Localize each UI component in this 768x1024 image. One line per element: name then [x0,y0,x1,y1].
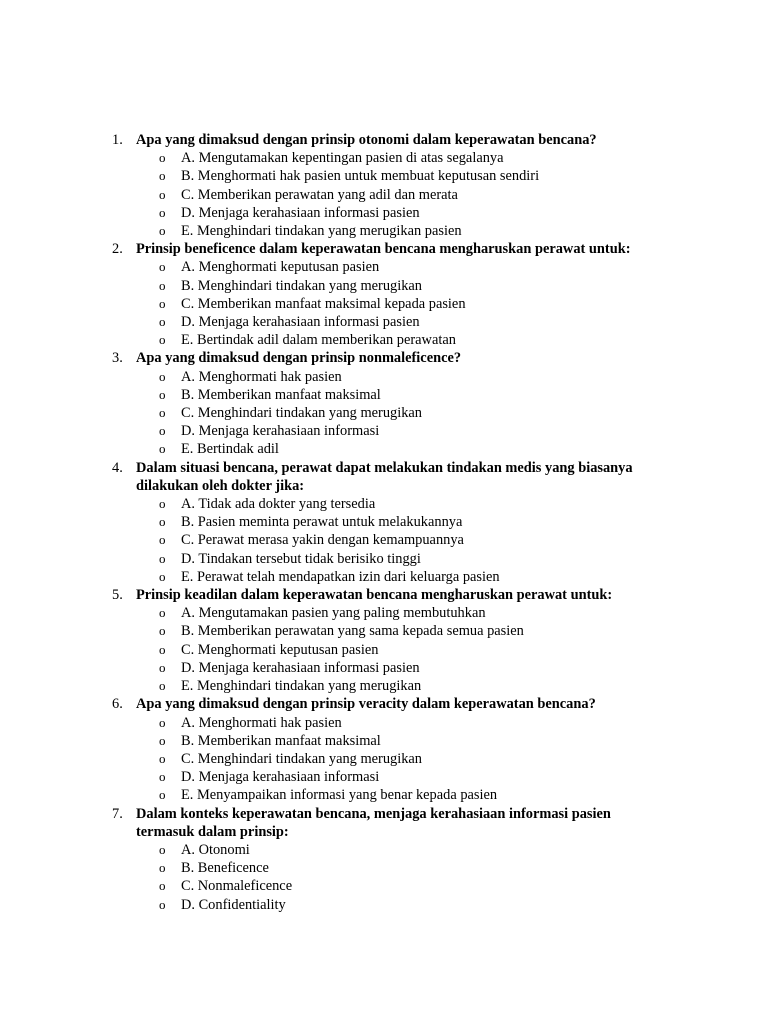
option-text: E. Menyampaikan informasi yang benar kepada pasien [181,787,498,804]
bullet-icon: o [159,277,166,293]
question-item [108,695,668,804]
question-header [108,805,668,841]
option-text: D. Menjaga kerahasiaan informasi pasien [181,314,420,331]
option-list [108,841,668,914]
bullet-icon: o [159,332,166,348]
bullet-icon: o [159,168,166,184]
option-text: C. Memberikan manfaat maksimal kepada pasien [181,295,466,312]
answer-option [108,277,668,295]
answer-option [108,750,668,768]
answer-option [108,786,668,804]
bullet-icon: o [159,659,166,675]
question-number: 3. [112,350,123,367]
option-text: C. Menghormati keputusan pasien [181,641,379,658]
option-text: A. Menghormati hak pasien [181,714,342,731]
bullet-icon: o [159,769,166,785]
bullet-icon: o [159,368,166,384]
bullet-icon: o [159,314,166,330]
answer-option [108,622,668,640]
question-item [108,349,668,458]
bullet-icon: o [159,623,166,639]
option-text: B. Memberikan perawatan yang sama kepada semua pasien [181,623,524,640]
option-text: B. Pasien meminta perawat untuk melakukannya [181,514,463,531]
bullet-icon: o [159,568,166,584]
bullet-icon: o [159,841,166,857]
question-number: 2. [112,241,123,258]
answer-option [108,404,668,422]
bullet-icon: o [159,787,166,803]
option-text: A. Mengutamakan kepentingan pasien di atas segalanya [181,150,504,167]
option-text: A. Menghormati hak pasien [181,368,342,385]
option-text: D. Menjaga kerahasiaan informasi [181,769,380,786]
option-text: E. Bertindak adil dalam memberikan perawatan [181,332,456,349]
bullet-icon: o [159,150,166,166]
question-header [108,586,668,604]
answer-option [108,714,668,732]
option-text: B. Memberikan manfaat maksimal [181,386,381,403]
question-text: Prinsip beneficence dalam keperawatan bencana mengharuskan perawat untuk: [136,241,631,258]
option-list [108,495,668,586]
question-item [108,805,668,914]
answer-option [108,368,668,386]
bullet-icon: o [159,186,166,202]
option-text: B. Menghormati hak pasien untuk membuat keputusan sendiri [181,168,540,185]
bullet-icon: o [159,714,166,730]
bullet-icon: o [159,441,166,457]
question-header [108,131,668,149]
question-number: 4. [112,459,123,476]
bullet-icon: o [159,496,166,512]
option-text: B. Memberikan manfaat maksimal [181,732,381,749]
question-text: Dalam situasi bencana, perawat dapat melakukan tindakan medis yang biasanya dilakukan oleh dokter jika: [136,459,633,494]
bullet-icon: o [159,386,166,402]
option-text: D. Menjaga kerahasiaan informasi [181,423,380,440]
question-header [108,695,668,713]
question-text: Prinsip keadilan dalam keperawatan bencana mengharuskan perawat untuk: [136,587,613,604]
question-list [108,131,668,914]
question-text: Apa yang dimaksud dengan prinsip nonmaleficence? [136,350,462,367]
answer-option [108,550,668,568]
question-text: Apa yang dimaksud dengan prinsip otonomi dalam keperawatan bencana? [136,132,597,148]
option-text: A. Tidak ada dokter yang tersedia [181,496,376,513]
option-text: A. Menghormati keputusan pasien [181,259,380,276]
bullet-icon: o [159,532,166,548]
answer-option [108,495,668,513]
question-header [108,459,668,495]
answer-option [108,659,668,677]
bullet-icon: o [159,860,166,876]
option-text: E. Menghindari tindakan yang merugikan pasien [181,223,462,240]
option-list [108,258,668,349]
answer-option [108,204,668,222]
option-text: D. Confidentiality [181,896,286,913]
answer-option [108,896,668,914]
question-item [108,459,668,586]
answer-option [108,422,668,440]
question-item [108,131,668,240]
bullet-icon: o [159,550,166,566]
question-item [108,586,668,695]
bullet-icon: o [159,678,166,694]
option-text: C. Menghindari tindakan yang merugikan [181,405,422,422]
answer-option [108,641,668,659]
answer-option [108,604,668,622]
question-number: 1. [112,132,123,148]
answer-option [108,331,668,349]
bullet-icon: o [159,896,166,912]
option-text: E. Perawat telah mendapatkan izin dari keluarga pasien [181,568,500,585]
bullet-icon: o [159,605,166,621]
question-number: 5. [112,587,123,604]
option-text: E. Menghindari tindakan yang merugikan [181,678,422,695]
option-text: D. Menjaga kerahasiaan informasi pasien [181,659,420,676]
question-number: 6. [112,696,123,713]
answer-option [108,258,668,276]
answer-option [108,768,668,786]
answer-option [108,531,668,549]
option-text: E. Bertindak adil [181,441,279,458]
question-text: Dalam konteks keperawatan bencana, menjaga kerahasiaan informasi pasien termasuk dalam prinsip: [136,805,611,840]
bullet-icon: o [159,423,166,439]
option-list [108,149,668,240]
answer-option [108,313,668,331]
option-text: A. Otonomi [181,841,250,858]
answer-option [108,568,668,586]
bullet-icon: o [159,641,166,657]
question-number: 7. [112,805,123,822]
answer-option [108,386,668,404]
option-text: C. Perawat merasa yakin dengan kemampuannya [181,532,464,549]
option-list [108,604,668,695]
question-header [108,240,668,258]
answer-option [108,186,668,204]
question-item [108,240,668,349]
bullet-icon: o [159,405,166,421]
answer-option [108,877,668,895]
bullet-icon: o [159,295,166,311]
bullet-icon: o [159,204,166,220]
answer-option [108,677,668,695]
option-list [108,714,668,805]
answer-option [108,149,668,167]
bullet-icon: o [159,878,166,894]
bullet-icon: o [159,732,166,748]
question-header [108,349,668,367]
bullet-icon: o [159,259,166,275]
answer-option [108,295,668,313]
option-text: C. Menghindari tindakan yang merugikan [181,750,422,767]
option-text: A. Mengutamakan pasien yang paling membutuhkan [181,605,486,622]
answer-option [108,859,668,877]
bullet-icon: o [159,514,166,530]
option-text: B. Menghindari tindakan yang merugikan [181,277,422,294]
option-list [108,368,668,459]
bullet-icon: o [159,223,166,239]
answer-option [108,222,668,240]
answer-option [108,732,668,750]
answer-option [108,440,668,458]
option-text: C. Memberikan perawatan yang adil dan merata [181,186,458,203]
bullet-icon: o [159,750,166,766]
answer-option [108,841,668,859]
answer-option [108,513,668,531]
option-text: C. Nonmaleficence [181,878,293,895]
option-text: D. Menjaga kerahasiaan informasi pasien [181,204,420,221]
answer-option [108,167,668,185]
option-text: B. Beneficence [181,860,269,877]
question-text: Apa yang dimaksud dengan prinsip veracity dalam keperawatan bencana? [136,696,596,713]
option-text: D. Tindakan tersebut tidak berisiko tinggi [181,550,421,567]
